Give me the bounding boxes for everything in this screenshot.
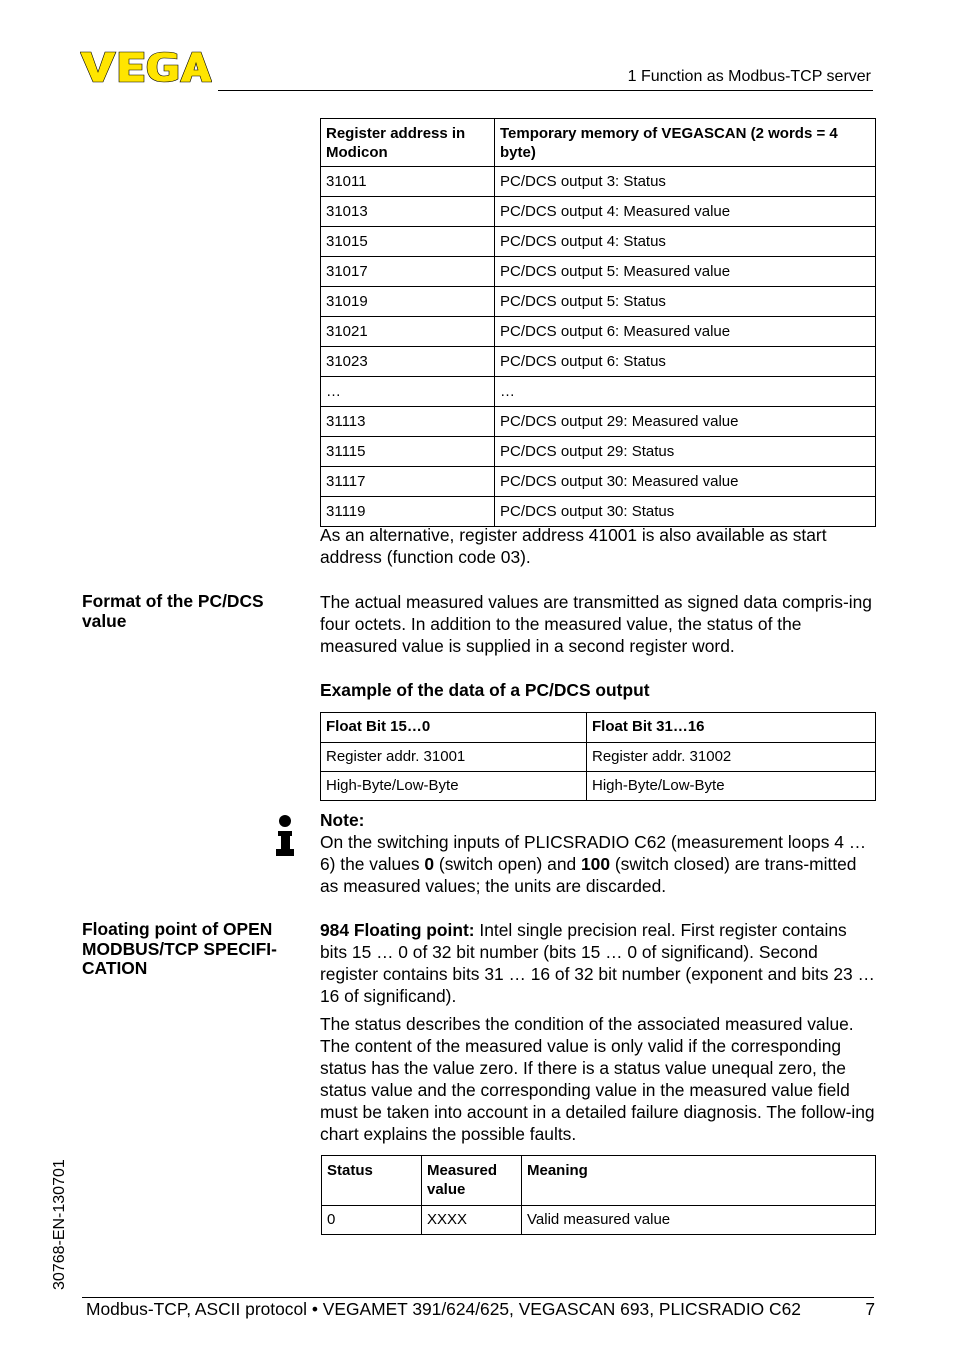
column-header: Status <box>322 1156 422 1206</box>
table-row <box>321 377 876 407</box>
table-cell: 0 <box>322 1206 422 1235</box>
register-address: … <box>321 377 495 407</box>
note-value-open: 0 <box>424 854 435 874</box>
table-row <box>322 1206 876 1235</box>
header-divider <box>218 90 873 91</box>
info-icon <box>272 815 298 857</box>
status-table <box>321 1155 876 1235</box>
table-cell: Register addr. 31002 <box>587 743 876 772</box>
note-text-part: On the switching inputs of PLICSRADIO C62 (measurement loops 4 … 6) the values <box>320 832 867 874</box>
column-header: Measured value <box>422 1156 522 1206</box>
floating-point-paragraph <box>320 919 876 1007</box>
table-row <box>321 437 876 467</box>
format-side-heading: Format of the PC/DCS value <box>82 591 264 631</box>
column-header: Register address in Modicon <box>321 119 495 167</box>
column-header: Float Bit 31…16 <box>587 713 876 743</box>
register-description: PC/DCS output 5: Measured value <box>495 257 876 287</box>
note-text-part: (switch open) and <box>434 854 582 874</box>
register-address: 31015 <box>321 227 495 257</box>
floating-point-side-heading: Floating point of OPEN MODBUS/TCP SPECIFI-CATION <box>82 919 277 978</box>
register-description: PC/DCS output 6: Measured value <box>495 317 876 347</box>
table-row <box>321 407 876 437</box>
register-description: PC/DCS output 4: Measured value <box>495 197 876 227</box>
vega-logo <box>80 50 212 84</box>
note-text <box>320 831 876 897</box>
register-address: 31011 <box>321 167 495 197</box>
register-address: 31021 <box>321 317 495 347</box>
register-description: PC/DCS output 30: Status <box>495 497 876 527</box>
footer-text: Modbus-TCP, ASCII protocol • VEGAMET 391/624/625, VEGASCAN 693, PLICSRADIO C62 <box>86 1299 801 1319</box>
register-description: … <box>495 377 876 407</box>
register-description: PC/DCS output 5: Status <box>495 287 876 317</box>
table-row <box>321 167 876 197</box>
example-heading: Example of the data of a PC/DCS output <box>320 680 650 700</box>
register-description: PC/DCS output 29: Measured value <box>495 407 876 437</box>
column-header: Float Bit 15…0 <box>321 713 587 743</box>
table-row <box>321 227 876 257</box>
table-cell: Valid measured value <box>522 1206 876 1235</box>
register-description: PC/DCS output 6: Status <box>495 347 876 377</box>
table-row <box>321 287 876 317</box>
table-row <box>321 347 876 377</box>
register-address: 31117 <box>321 467 495 497</box>
register-description: PC/DCS output 4: Status <box>495 227 876 257</box>
table-row <box>321 257 876 287</box>
register-description: PC/DCS output 3: Status <box>495 167 876 197</box>
table-header-row <box>321 119 876 167</box>
status-paragraph: The status describes the condition of the associated measured value. The content of the measured value is only valid if the corresponding status has the value zero. If there is a status value unequal zero, the status value and the corresponding value in the measured value field must be taken into account in a detailed failure diagnosis. The follow-ing chart explains the possible faults. <box>320 1014 875 1144</box>
note-title: Note: <box>320 810 365 830</box>
page-number: 7 <box>865 1299 875 1319</box>
register-address: 31019 <box>321 287 495 317</box>
register-description: PC/DCS output 30: Measured value <box>495 467 876 497</box>
note-value-closed: 100 <box>581 854 611 874</box>
table-cell: Register addr. 31001 <box>321 743 587 772</box>
column-header: Temporary memory of VEGASCAN (2 words = 4 byte) <box>495 119 876 167</box>
table-row <box>321 497 876 527</box>
register-address: 31017 <box>321 257 495 287</box>
table-header-row <box>322 1156 876 1206</box>
note-text-part: (switch closed) are trans-mitted as measured values; the units are discarded. <box>320 854 857 896</box>
register-address: 31113 <box>321 407 495 437</box>
column-header: Meaning <box>522 1156 876 1206</box>
register-address: 31023 <box>321 347 495 377</box>
register-address: 31013 <box>321 197 495 227</box>
register-address: 31119 <box>321 497 495 527</box>
alternative-address-text: As an alternative, register address 41001 is also available as start address (function code 03). <box>320 525 827 567</box>
register-description: PC/DCS output 29: Status <box>495 437 876 467</box>
table-cell: High-Byte/Low-Byte <box>587 772 876 801</box>
floating-point-text: Intel single precision real. First register contains bits 15 … 0 of 32 bit number (bits 15 … 0 of significand). Second register contains bits 31 … 16 of 32 bit number (exponent and bits 23 … 16 of significand). <box>320 920 875 1006</box>
format-paragraph: The actual measured values are transmitted as signed data compris-ing four octets. In addition to the measured value, the status of the measured value is supplied in a second register word. <box>320 592 872 656</box>
table-row <box>321 743 876 772</box>
table-row <box>321 197 876 227</box>
table-row <box>321 467 876 497</box>
table-header-row <box>321 713 876 743</box>
register-address: 31115 <box>321 437 495 467</box>
register-table <box>320 118 876 527</box>
note-block <box>320 809 876 897</box>
document-id: 30768-EN-130701 <box>51 1159 68 1290</box>
table-row <box>321 772 876 801</box>
table-cell: XXXX <box>422 1206 522 1235</box>
table-cell: High-Byte/Low-Byte <box>321 772 587 801</box>
pc-dcs-example-table <box>320 712 876 801</box>
section-title: 1 Function as Modbus-TCP server <box>627 68 871 85</box>
floating-point-lead: 984 Floating point: <box>320 920 475 940</box>
table-row <box>321 317 876 347</box>
